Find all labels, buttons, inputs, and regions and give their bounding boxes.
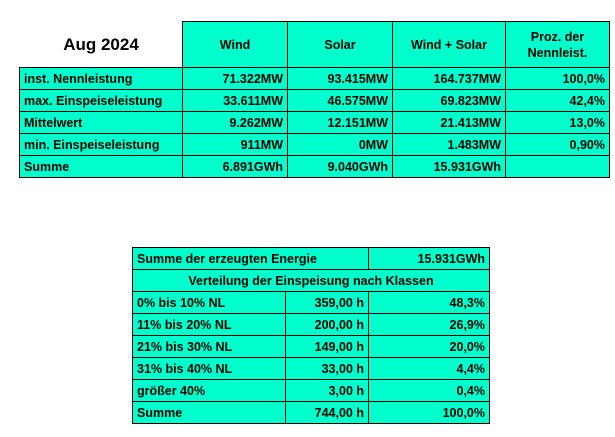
energy-sum-row (133, 248, 490, 270)
solar-value: 93.415MW (288, 68, 393, 90)
header-blank-cell (20, 22, 183, 68)
percent-value: 26,9% (369, 314, 490, 336)
table-row (133, 358, 490, 380)
energy-sum-label: Summe der erzeugten Energie (133, 248, 369, 270)
section-header-row (133, 270, 490, 292)
proz-value: 13,0% (506, 112, 610, 134)
table-row (20, 112, 610, 134)
proz-value (506, 156, 610, 178)
table-row (133, 314, 490, 336)
class-label: 31% bis 40% NL (133, 358, 286, 380)
table-row (133, 402, 490, 424)
table-row (20, 134, 610, 156)
total-value: 15.931GWh (393, 156, 506, 178)
table-header-row (20, 22, 610, 68)
energy-sum-value: 15.931GWh (369, 248, 490, 270)
percent-value: 0,4% (369, 380, 490, 402)
table-row (133, 380, 490, 402)
class-label: Summe (133, 402, 286, 424)
wind-value: 911MW (183, 134, 288, 156)
total-value: 1.483MW (393, 134, 506, 156)
table-row (20, 156, 610, 178)
wind-value: 33.611MW (183, 90, 288, 112)
wind-value: 6.891GWh (183, 156, 288, 178)
proz-value: 0,90% (506, 134, 610, 156)
header-solar: Solar (288, 22, 393, 68)
header-wind-solar: Wind + Solar (393, 22, 506, 68)
distribution-table (132, 247, 490, 424)
percent-value: 48,3% (369, 292, 490, 314)
hours-value: 359,00 h (286, 292, 369, 314)
hours-value: 3,00 h (286, 380, 369, 402)
hours-value: 200,00 h (286, 314, 369, 336)
percent-value: 100,0% (369, 402, 490, 424)
class-label: 11% bis 20% NL (133, 314, 286, 336)
solar-value: 46.575MW (288, 90, 393, 112)
class-label: 21% bis 30% NL (133, 336, 286, 358)
header-proz-nennleistung: Proz. der Nennleist. (506, 22, 610, 68)
class-label: größer 40% (133, 380, 286, 402)
class-label: 0% bis 10% NL (133, 292, 286, 314)
wind-value: 9.262MW (183, 112, 288, 134)
total-value: 69.823MW (393, 90, 506, 112)
table-row (133, 336, 490, 358)
row-label: Mittelwert (20, 112, 183, 134)
wind-value: 71.322MW (183, 68, 288, 90)
percent-value: 20,0% (369, 336, 490, 358)
total-value: 164.737MW (393, 68, 506, 90)
solar-value: 9.040GWh (288, 156, 393, 178)
total-value: 21.413MW (393, 112, 506, 134)
row-label: min. Einspeiseleistung (20, 134, 183, 156)
power-summary-table (19, 21, 610, 178)
table-row (20, 90, 610, 112)
row-label: inst. Nennleistung (20, 68, 183, 90)
proz-value: 100,0% (506, 68, 610, 90)
row-label: max. Einspeiseleistung (20, 90, 183, 112)
table-row (133, 292, 490, 314)
row-label: Summe (20, 156, 183, 178)
page-title: Aug 2024 (63, 35, 139, 54)
percent-value: 4,4% (369, 358, 490, 380)
solar-value: 12.151MW (288, 112, 393, 134)
hours-value: 744,00 h (286, 402, 369, 424)
proz-value: 42,4% (506, 90, 610, 112)
table-row (20, 68, 610, 90)
header-wind: Wind (183, 22, 288, 68)
hours-value: 149,00 h (286, 336, 369, 358)
section-header: Verteilung der Einspeisung nach Klassen (133, 270, 490, 292)
solar-value: 0MW (288, 134, 393, 156)
hours-value: 33,00 h (286, 358, 369, 380)
